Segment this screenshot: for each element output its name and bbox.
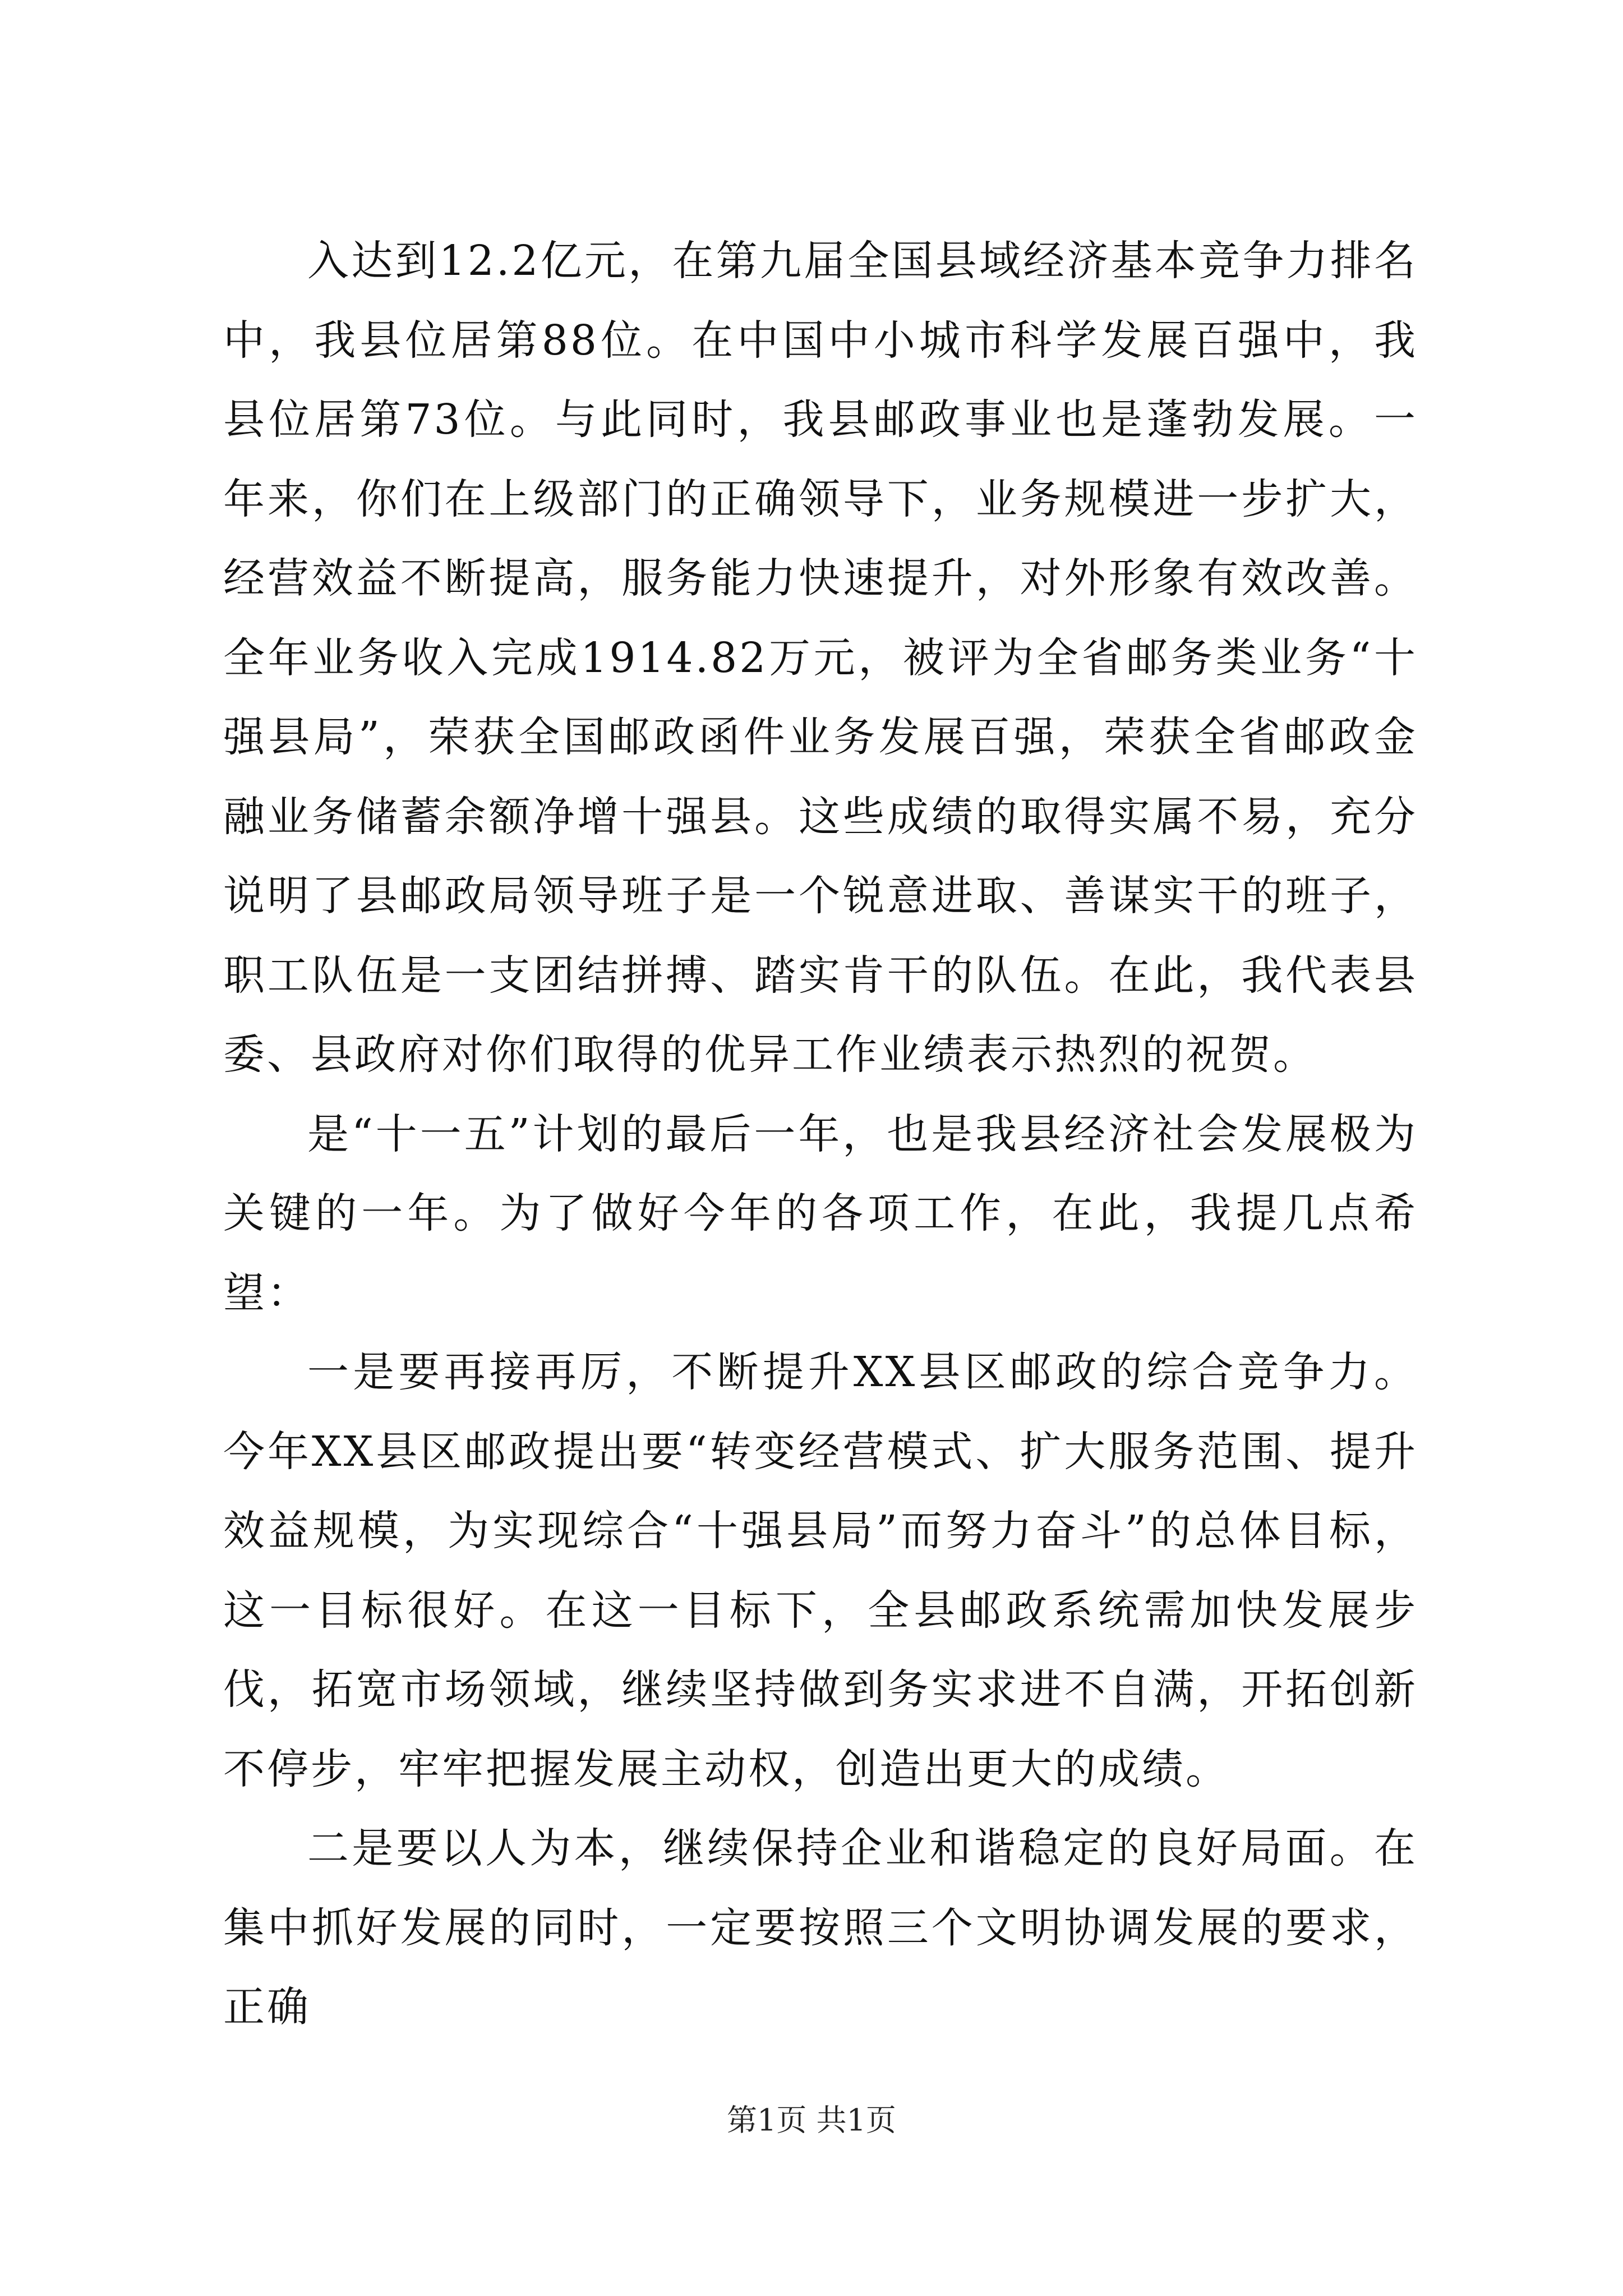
- paragraph-second-hope-harmony: 二是要以人为本，继续保持企业和谐稳定的良好局面。在集中抓好发展的同时，一定要按照三个文明协调发展的要求，正确: [223, 1824, 1418, 2031]
- page-footer: [0, 2101, 1623, 2140]
- page-number-label: 第1页 共1页: [727, 2102, 896, 2138]
- paragraph-final-year-hopes: 是“十一五”计划的最后一年，也是我县经济社会发展极为关键的一年。为了做好今年的各项工作，在此，我提几点希望：: [223, 1110, 1418, 1317]
- paragraph-first-hope-competitiveness: 一是要再接再厉，不断提升XX县区邮政的综合竞争力。今年XX县区邮政提出要“转变经营模式、扩大服务范围、提升效益规模，为实现综合“十强县局”而努力奋斗”的总体目标，这一目标很好。在这一目标下，全县邮政系统需加快发展步伐，拓宽市场领域，继续坚持做到务实求进不自满，开拓创新不停步，牢牢把握发展主动权，创造出更大的成绩。: [223, 1348, 1418, 1793]
- paragraph-revenue-achievements: 入达到12.2亿元，在第九届全国县域经济基本竞争力排名中，我县位居第88位。在中国中小城市科学发展百强中，我县位居第73位。与此同时，我县邮政事业也是蓬勃发展。一年来，你们在上级部门的正确领导下，业务规模进一步扩大，经营效益不断提高，服务能力快速提升，对外形象有效改善。全年业务收入完成1914.82万元，被评为全省邮务类业务“十强县局”，荣获全国邮政函件业务发展百强，荣获全省邮政金融业务储蓄余额净增十强县。这些成绩的取得实属不易，充分说明了县邮政局领导班子是一个锐意进取、善谋实干的班子，职工队伍是一支团结拼搏、踏实肯干的队伍。在此，我代表县委、县政府对你们取得的优异工作业绩表示热烈的祝贺。: [223, 237, 1418, 1079]
- document-body: [223, 222, 1418, 2047]
